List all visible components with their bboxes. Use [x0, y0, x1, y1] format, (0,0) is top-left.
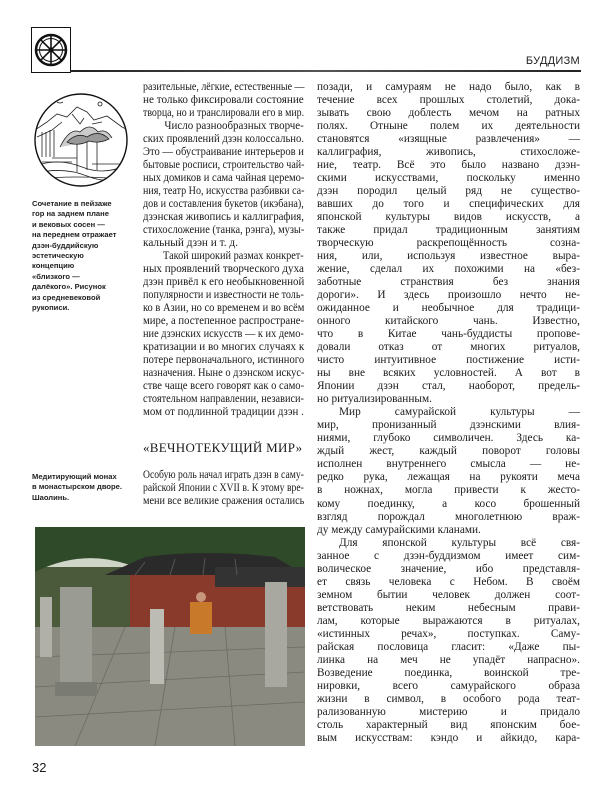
text-line: земном бытии человек должен соот- — [317, 588, 580, 601]
text-line: кратизации и во многих случаях к — [143, 341, 305, 354]
text-line: чисто интуитивное постижение исти- — [317, 354, 580, 367]
header-rule — [70, 70, 581, 72]
text-line: полях. Отныне полем их деятельности — [317, 120, 580, 133]
text-line: Особую роль начал играть дзэн в саму- — [143, 469, 304, 481]
text-line: райская пословица гласит: «Даже пы- — [317, 640, 580, 653]
text-line: ет связь человека с Небом. В своём — [317, 575, 580, 588]
caption-line: дзэн-буддийскую — [32, 240, 99, 250]
text-line: Возведение поединка, воинской тре- — [317, 666, 580, 679]
caption-line: «близкого — — [32, 271, 80, 281]
text-line: стоятельном направлении, независи- — [143, 393, 304, 406]
middle-column-text — [143, 81, 305, 419]
paragraph — [317, 406, 580, 536]
text-line: ния, театр Но, искусства разбивки са- — [143, 185, 305, 198]
text-line: нировки, всего самурайского образа — [317, 679, 580, 692]
text-line: ны вне всяких условностей. А вот в — [317, 367, 580, 380]
text-line: ных проявлений творческого духа — [143, 263, 304, 276]
text-line: Японии дзэн стал, наоборот, предель- — [317, 380, 580, 393]
text-line: линка на меч не упадёт напрасно». — [317, 653, 580, 666]
text-line: ко в Азии, но со временем и во всём — [143, 302, 305, 315]
text-line: японской культуры видов искусств, а — [317, 211, 580, 224]
text-line: Для японской культуры всё свя- — [339, 536, 580, 549]
text-line: Такой широкий размах конкрет- — [163, 250, 304, 263]
text-line: взгляд порождал многолетнюю враж- — [317, 510, 580, 523]
photo-caption — [32, 472, 136, 503]
page-number: 32 — [32, 760, 47, 775]
text-line: онного китайского чань. Известно, — [317, 315, 580, 328]
paragraph — [143, 469, 305, 508]
text-line: вавших до того и специфических для — [317, 198, 580, 211]
text-line: творца, но и транслировали его в мир. — [143, 107, 305, 120]
text-line: позади, и самураям не надо было, как в — [317, 81, 580, 93]
text-line: волическое значение, ибо представля- — [317, 562, 580, 575]
text-line: стве чаще всего говорят как о само- — [143, 380, 305, 393]
text-line: течение всех прошлых столетий, дока- — [317, 94, 580, 107]
text-line: бытовые росписи, строительство чай- — [143, 159, 305, 172]
text-line: мени все великие сражения остались — [143, 495, 305, 508]
paragraph — [317, 81, 580, 406]
text-line: скими искусствами, поскольку именно — [317, 172, 580, 185]
text-line: ветствовать неким небесным прави- — [317, 601, 580, 614]
illustration-caption — [32, 199, 136, 313]
text-line: дов и составления букетов (икэбана), — [143, 198, 304, 211]
text-line: творческую раскрепощённость созна- — [317, 237, 580, 250]
section-heading: «ВЕЧНОТЕКУЩИЙ МИР» — [143, 440, 303, 455]
text-line: мом от подлинной традиции дзэн . — [143, 406, 304, 419]
text-line: лам, которые выражаются в ритуалах, — [317, 614, 580, 627]
text-line: заботные странствия без знания — [317, 276, 580, 289]
text-line: зывать свою доблесть мечом на ратных — [317, 107, 580, 120]
text-line: райской Японии с XVII в. К этому вре- — [143, 482, 304, 495]
caption-line: концепцию — [32, 261, 75, 271]
text-line: «истинных речах», поступках. Саму- — [317, 627, 580, 640]
text-line: не только фиксировали состояние — [143, 94, 304, 107]
text-line: мире, а постепенное распростране- — [143, 315, 305, 328]
text-line: дзэн привёл к его необыкновенной — [143, 276, 305, 289]
text-line: каллиграфия, живопись, стихосложе- — [317, 146, 580, 159]
text-line: Число разнообразных творче- — [164, 120, 304, 133]
caption-line: далёкого». Рисунок — [32, 282, 106, 292]
landscape-illustration — [32, 92, 132, 188]
text-line: ние дзэнских искусств — к их демо- — [143, 328, 304, 341]
text-line: исполнен внутреннего смысла — не- — [317, 458, 580, 471]
paragraph — [143, 120, 305, 250]
caption-line: гор на заднем плане — [32, 209, 109, 219]
text-line: кальный дзэн и т. д. — [143, 237, 238, 250]
text-line: редко рука, лежащая на рукояти меча — [317, 471, 580, 484]
section-intro-text — [143, 469, 305, 508]
paragraph — [143, 81, 305, 120]
dharma-wheel-icon — [31, 27, 71, 73]
text-line: ду между самурайскими кланами. — [317, 523, 481, 536]
caption-line: Медитирующий монах — [32, 472, 117, 481]
caption-line: рукописи. — [32, 303, 70, 313]
text-line: ских проявлений дзэн колоссально. — [143, 133, 304, 146]
text-line: ние, театр. Всё это было названо дзэн- — [317, 159, 580, 172]
text-line: назначения. Ныне о дзэнском искус- — [143, 367, 305, 380]
right-column-text — [317, 81, 580, 745]
text-line: разительные, лёгкие, естественные — — [143, 81, 305, 93]
caption-line: на переднем отражает — [32, 230, 117, 240]
text-line: дороги». И здесь произошло нечто не- — [317, 289, 580, 302]
paragraph — [317, 537, 580, 745]
text-line: вым искусствам: кэндо и айкидо, кара- — [317, 731, 580, 744]
monastery-courtyard-photo — [35, 527, 305, 746]
text-line: потере первоначального, истинного — [143, 354, 305, 367]
text-line: жение, сделал их похожими на «без- — [317, 263, 580, 276]
caption-line: и вековых сосен — — [32, 219, 105, 229]
caption-line: из средневековой — [32, 292, 101, 302]
text-line: в ножнах, могла привести к жесто- — [317, 484, 580, 497]
section-title: БУДДИЗМ — [525, 55, 580, 67]
text-line: жизни в символ, в особого рода теат- — [317, 692, 580, 705]
caption-line: Сочетание в пейзаже — [32, 199, 112, 208]
text-line: занное с дзэн-буддизмом имеет сим- — [317, 549, 580, 562]
caption-line: эстетическую — [32, 251, 84, 261]
text-line: но ритуализированным. — [317, 393, 432, 406]
text-line: дзэнская живопись и каллиграфия, — [143, 211, 304, 224]
text-line: ниями, глубоко символичен. Здесь ка- — [317, 432, 580, 445]
caption-line: в монастырском дворе. — [32, 482, 122, 492]
text-line: Мир самурайской культуры — — [339, 406, 580, 419]
caption-line: Шаолинь. — [32, 492, 70, 502]
text-line: что в Китае чань-буддисты пропове- — [317, 328, 580, 341]
text-line: довали отказ от многих ритуалов, — [317, 341, 580, 354]
text-line: становятся «изящные развлечения» — — [317, 133, 580, 146]
text-line: также придал традиционным занятиям — [317, 224, 580, 237]
text-line: ных домиков и сама чайная церемо- — [143, 172, 305, 185]
text-line: популярности и известности не толь- — [143, 289, 304, 302]
text-line: Это — обустраивание интерьеров и — [143, 146, 304, 159]
text-line: мир, пронизанный дзэнскими влия- — [317, 419, 580, 432]
text-line: ожиданное и необычное для традици- — [317, 302, 580, 315]
text-line: дзэн породил целый ряд не существо- — [317, 185, 580, 198]
text-line: ждый жест, каждый поворот головы — [317, 445, 580, 458]
text-line: кому поединку, а косо брошенный — [317, 497, 580, 510]
text-line: ния, или, используя известное выра- — [317, 250, 580, 263]
text-line: рализованную мистерию и придало — [317, 705, 580, 718]
text-line: столь характерный вид японским бое- — [317, 718, 580, 731]
paragraph — [143, 250, 305, 419]
text-line: стихосложение (танка, рэнга), музы- — [143, 224, 305, 237]
